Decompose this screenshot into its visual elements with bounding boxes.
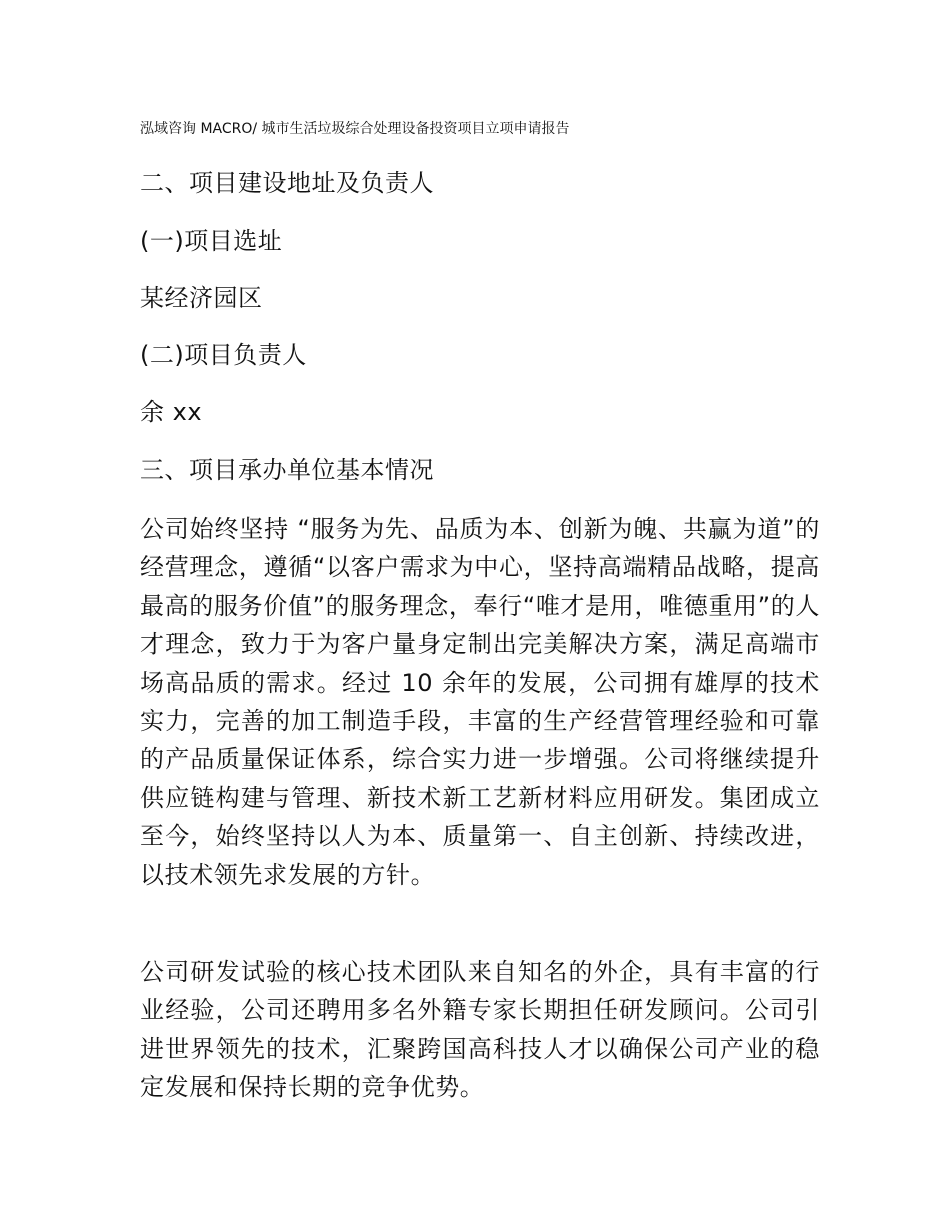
subheading-project-leader: (二)项目负责人 [140, 341, 307, 369]
subheading-project-site: (一)项目选址 [140, 227, 283, 255]
section-heading-company-info: 三、项目承办单位基本情况 [140, 456, 434, 484]
project-leader-name: 余 xx [140, 398, 203, 426]
section-heading-project-address: 二、项目建设地址及负责人 [140, 169, 434, 197]
company-paragraph-1: 公司始终坚持 “服务为先、品质为本、创新为魄、共赢为道”的经营理念，遵循“以客户需求为中心，坚持高端精品战略，提高最高的服务价值”的服务理念，奉行“唯才是用，唯德重用”的人才理念，致力于为客户量身定制出完美解决方案，满足高端市场高品质的需求。经过 10 余年的发展，公司拥有雄厚的技术实力，完善的加工制造手段，丰富的生产经营管理经验和可靠的产品质量保证体系，综合实力进一步增强。公司将继续提升供应链构建与管理、新技术新工艺新材料应用研发。集团成立至今，始终坚持以人为本、质量第一、自主创新、持续改进，以技术领先求发展的方针。 [140, 515, 820, 889]
project-location-text: 某经济园区 [140, 284, 263, 312]
company-paragraph-2: 公司研发试验的核心技术团队来自知名的外企，具有丰富的行业经验，公司还聘用多名外籍专家长期担任研发顾问。公司引进世界领先的技术，汇聚跨国高科技人才以确保公司产业的稳定发展和保持长期的竞争优势。 [140, 958, 820, 1102]
running-header: 泓域咨询 MACRO/ 城市生活垃圾综合处理设备投资项目立项申请报告 [140, 121, 570, 137]
